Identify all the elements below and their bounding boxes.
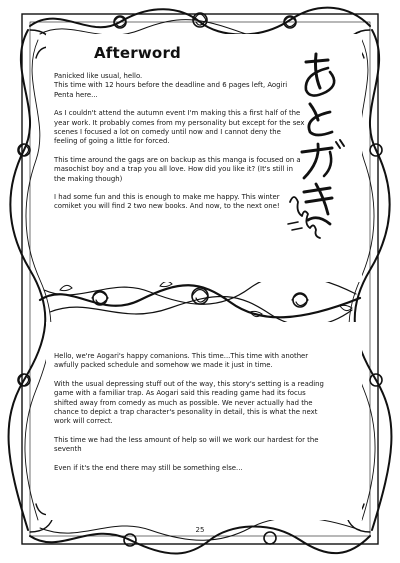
page-number: 25: [195, 526, 205, 534]
author-paragraph: Panicked like usual, hello. This time with 12 hours before the deadline and 6 pages left, Aogiri Penta here...: [54, 72, 288, 99]
author-paragraph: As I couldn't attend the autumn event I'm making this a first half of the year work. It probably comes from my personality but except for the sex scenes I focused a lot on comedy until now and I cannot deny the feeling of going a little for forced.: [54, 109, 305, 146]
assistant-paragraph: Hello, we're Aogari's happy comanions. This time...This time with another awfully packed schedule and somehow we made it just in time.: [54, 352, 309, 370]
assistant-paragraph: Even if it's the end there may still be something else...: [54, 463, 243, 472]
author-note: [54, 72, 306, 221]
assistant-paragraph: This time we had the less amount of help so will we work our hardest for the seventh: [54, 435, 319, 454]
afterword-heading: Afterword: [94, 44, 181, 62]
assistant-note: [54, 352, 324, 482]
author-paragraph: This time around the gags are on backup as this manga is focused on a masochist boy and a trap you all love. How did you like it? (It's still in the making though): [54, 155, 301, 183]
author-paragraph: I had some fun and this is enough to make me happy. This winter comiket you will find 2 two new books. And now, to the next one!: [54, 193, 280, 211]
calligraphy-afterword-title: [286, 52, 348, 248]
assistant-paragraph: With the usual depressing stuff out of the way, this story's setting is a reading game with a familiar trap. As Aogari said this reading game had its focus shifted away from comedy as much as possible. We never actually had the chance to depict a trap character's pesonality in detail, this is what the next work will correct.: [54, 379, 324, 426]
